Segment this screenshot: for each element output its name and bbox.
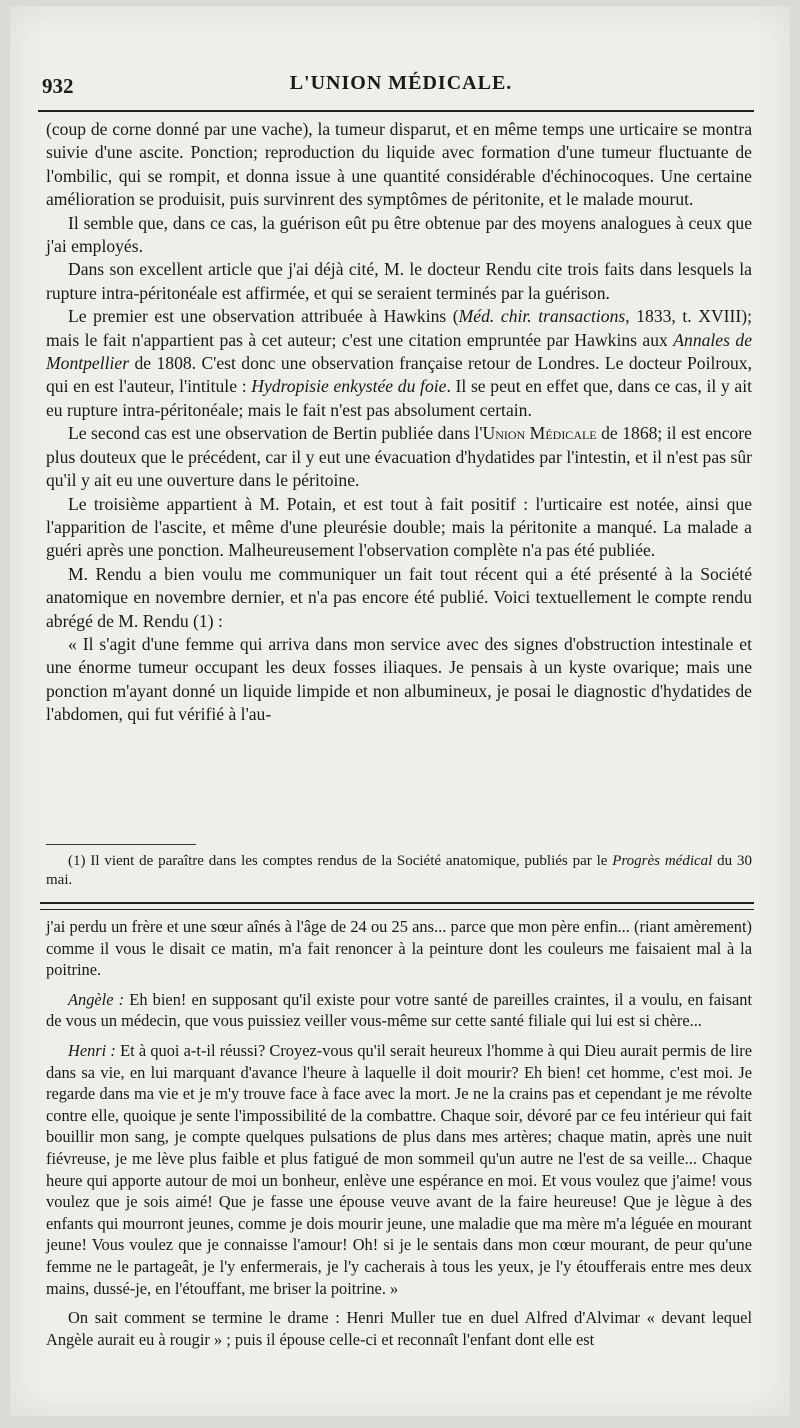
paragraph-8: « Il s'agit d'une femme qui arriva dans mon service avec des signes d'obstruction intestinale et une énorme tumeur occupant les deux fosses iliaques. Je pensais à un kyste ovarique; mais une ponction m'ayant donné un liquide limpide et non albumineux, je posai le diagnostic d'hydatides de l'abdomen, qui fut vérifié à l'au-	[46, 633, 752, 725]
paragraph-3: Dans son excellent article que j'ai déjà cité, M. le docteur Rendu cite trois faits dans lesquels la rupture intra-péritonéale est affirmée, et qui se seraient terminés par la guérison.	[46, 259, 752, 303]
feuilleton-paragraph-2	[46, 989, 752, 1032]
p4-text-c: , 1833, t. XVIII); mais le fait n'appartient pas à cet auteur; c'est une citation empruntée par Hawkins aux	[46, 306, 752, 350]
paragraph-6: Le troisième appartient à M. Potain, et est tout à fait positif : l'urticaire est notée, ainsi que l'apparition de l'ascite, et même d'une pleurésie double; mais la péritonite a manqué. La malade a guéri après une ponction. Malheureusement l'observation complète n'a pas été publiée.	[46, 493, 752, 561]
p4-citation-annales: Annales de Montpellier	[46, 329, 753, 374]
journal-page	[10, 6, 790, 1416]
p4-citation-title: Hydropisie enkystée du foie	[251, 376, 447, 397]
page-header	[42, 66, 760, 106]
main-text	[46, 118, 752, 727]
footnote-text-a: (1) Il vient de paraître dans les comptes rendus de la Société anatomique, publiés par le	[68, 853, 613, 869]
p5-text-c: de 1868; il est encore plus douteux que le précédent, car il y eut une évacuation d'hydatides par l'intestin, et il n'est pas sûr qu'il y ait eu une ouverture dans le péritoine.	[46, 423, 752, 491]
footnote	[46, 852, 752, 890]
running-title: L'UNION MÉDICALE.	[289, 72, 513, 94]
feuilleton-paragraph-1: j'ai perdu un frère et une sœur aînés à l'âge de 24 ou 25 ans... parce que mon père enfin... (riant amèrement) comme il vous le disait ce matin, m'a fait renoncer à la peinture dont les couleurs me faisaient mal à la poitrine.	[46, 917, 752, 980]
paragraph-4	[46, 305, 752, 422]
paragraph-2: Il semble que, dans ce cas, la guérison eût pu être obtenue par des moyens analogues à ceux que j'ai employés.	[46, 212, 752, 257]
p5-journal-name: Union Médicale	[482, 423, 597, 444]
p4-citation-journal: Méd. chir. transactions	[458, 306, 626, 327]
speaker-angele: Angèle :	[68, 989, 125, 1009]
speaker-henri: Henri :	[68, 1040, 116, 1060]
feuilleton-text	[46, 916, 752, 1350]
feuilleton-paragraph-2-text: Eh bien! en supposant qu'il existe pour votre santé de pareilles craintes, il a voulu, en faisant de vous un médecin, que vous puissiez veiller vous-même sur cette santé filiale qui lui est si chère...	[46, 989, 753, 1031]
feuilleton-paragraph-3-text: Et à quoi a-t-il réussi? Croyez-vous qu'il serait heureux l'homme à qui Dieu aurait permis de lire dans sa vie, en lui marquant d'avance l'heure à laquelle il doit mourir? Eh bien! cet homme, c'est moi. Je regarde dans ma vie et je m'y trouve face à face avec la mort. Je ne la crains pas et cependant je me révolte contre elle, quoique je sente l'impossibilité de la combattre. Chaque soir, dévoré par ce feu intérieur qui fait bouillir mon sang, je compte quelques pulsations de plus dans mes artères; chaque matin, après une nuit fiévreuse, je me lève plus faible et plus fatigué de mon sommeil qu'un autre ne l'est de sa veille... Chaque heure qui apporte autour de moi un bonheur, enlève une espérance en moi. Et vous voulez que j'aime! vous voulez que je sois aimé! Que je fasse une épouse veuve avant de la faire heureuse! Que je lègue à des enfants qui mourront jeunes, comme je dois mourir jeune, une maladie que ma mère m'a léguée en mourant jeune! Vous voulez que je connaisse l'amour! Oh! si je le sentais dans mon cœur mourant, de peur qu'une femme ne le partageât, je l'y enfermerais, je l'y cacherais à tous les yeux, je l'y étoufferais entre mes deux mains, dussé-je, en l'étouffant, me briser la poitrine. »	[46, 1040, 753, 1298]
footnote-text	[46, 852, 752, 890]
header-rule	[38, 110, 754, 112]
page-number: 932	[42, 74, 74, 98]
paragraph-1: (coup de corne donné par une vache), la tumeur disparut, et en même temps une urticaire se montra suivie d'une ascite. Ponction; reproduction du liquide avec formation d'une tumeur fluctuante de l'ombilic, qui se rompit, et donna issue à une quantité considérable d'échinocoques. Une certaine amélioration se produisit, puis survinrent des symptômes de péritonite, et le malade mourut.	[46, 119, 752, 210]
p4-text-e: de 1808. C'est donc une observation française retour de Londres. Le docteur Poilroux, qui en est l'auteur, l'intitule :	[46, 353, 752, 397]
p5-text-a: Le second cas est une observation de Bertin publiée dans l'	[68, 423, 483, 444]
feuilleton-divider	[40, 902, 754, 910]
paragraph-5	[46, 422, 752, 492]
feuilleton-paragraph-3	[46, 1040, 752, 1299]
p4-text-a: Le premier est une observation attribuée à Hawkins (	[68, 306, 459, 327]
footnote-rule	[46, 844, 196, 845]
feuilleton-paragraph-4: On sait comment se termine le drame : Henri Muller tue en duel Alfred d'Alvimar « devant lequel Angèle aurait eu à rougir » ; puis il épouse celle-ci et reconnaît l'enfant dont elle est	[46, 1308, 752, 1349]
footnote-text-c: du 30 mai.	[46, 853, 752, 888]
p4-text-g: . Il se peut en effet que, dans ce cas, il y ait eu rupture intra-péritonéale; mais le fait n'est pas absolument certain.	[46, 376, 753, 420]
paragraph-7: M. Rendu a bien voulu me communiquer un fait tout récent qui a été présenté à la Société anatomique en novembre dernier, et n'a pas encore été publié. Voici textuellement le compte rendu abrégé de M. Rendu (1) :	[46, 563, 752, 631]
footnote-journal: Progrès médical	[612, 853, 713, 869]
